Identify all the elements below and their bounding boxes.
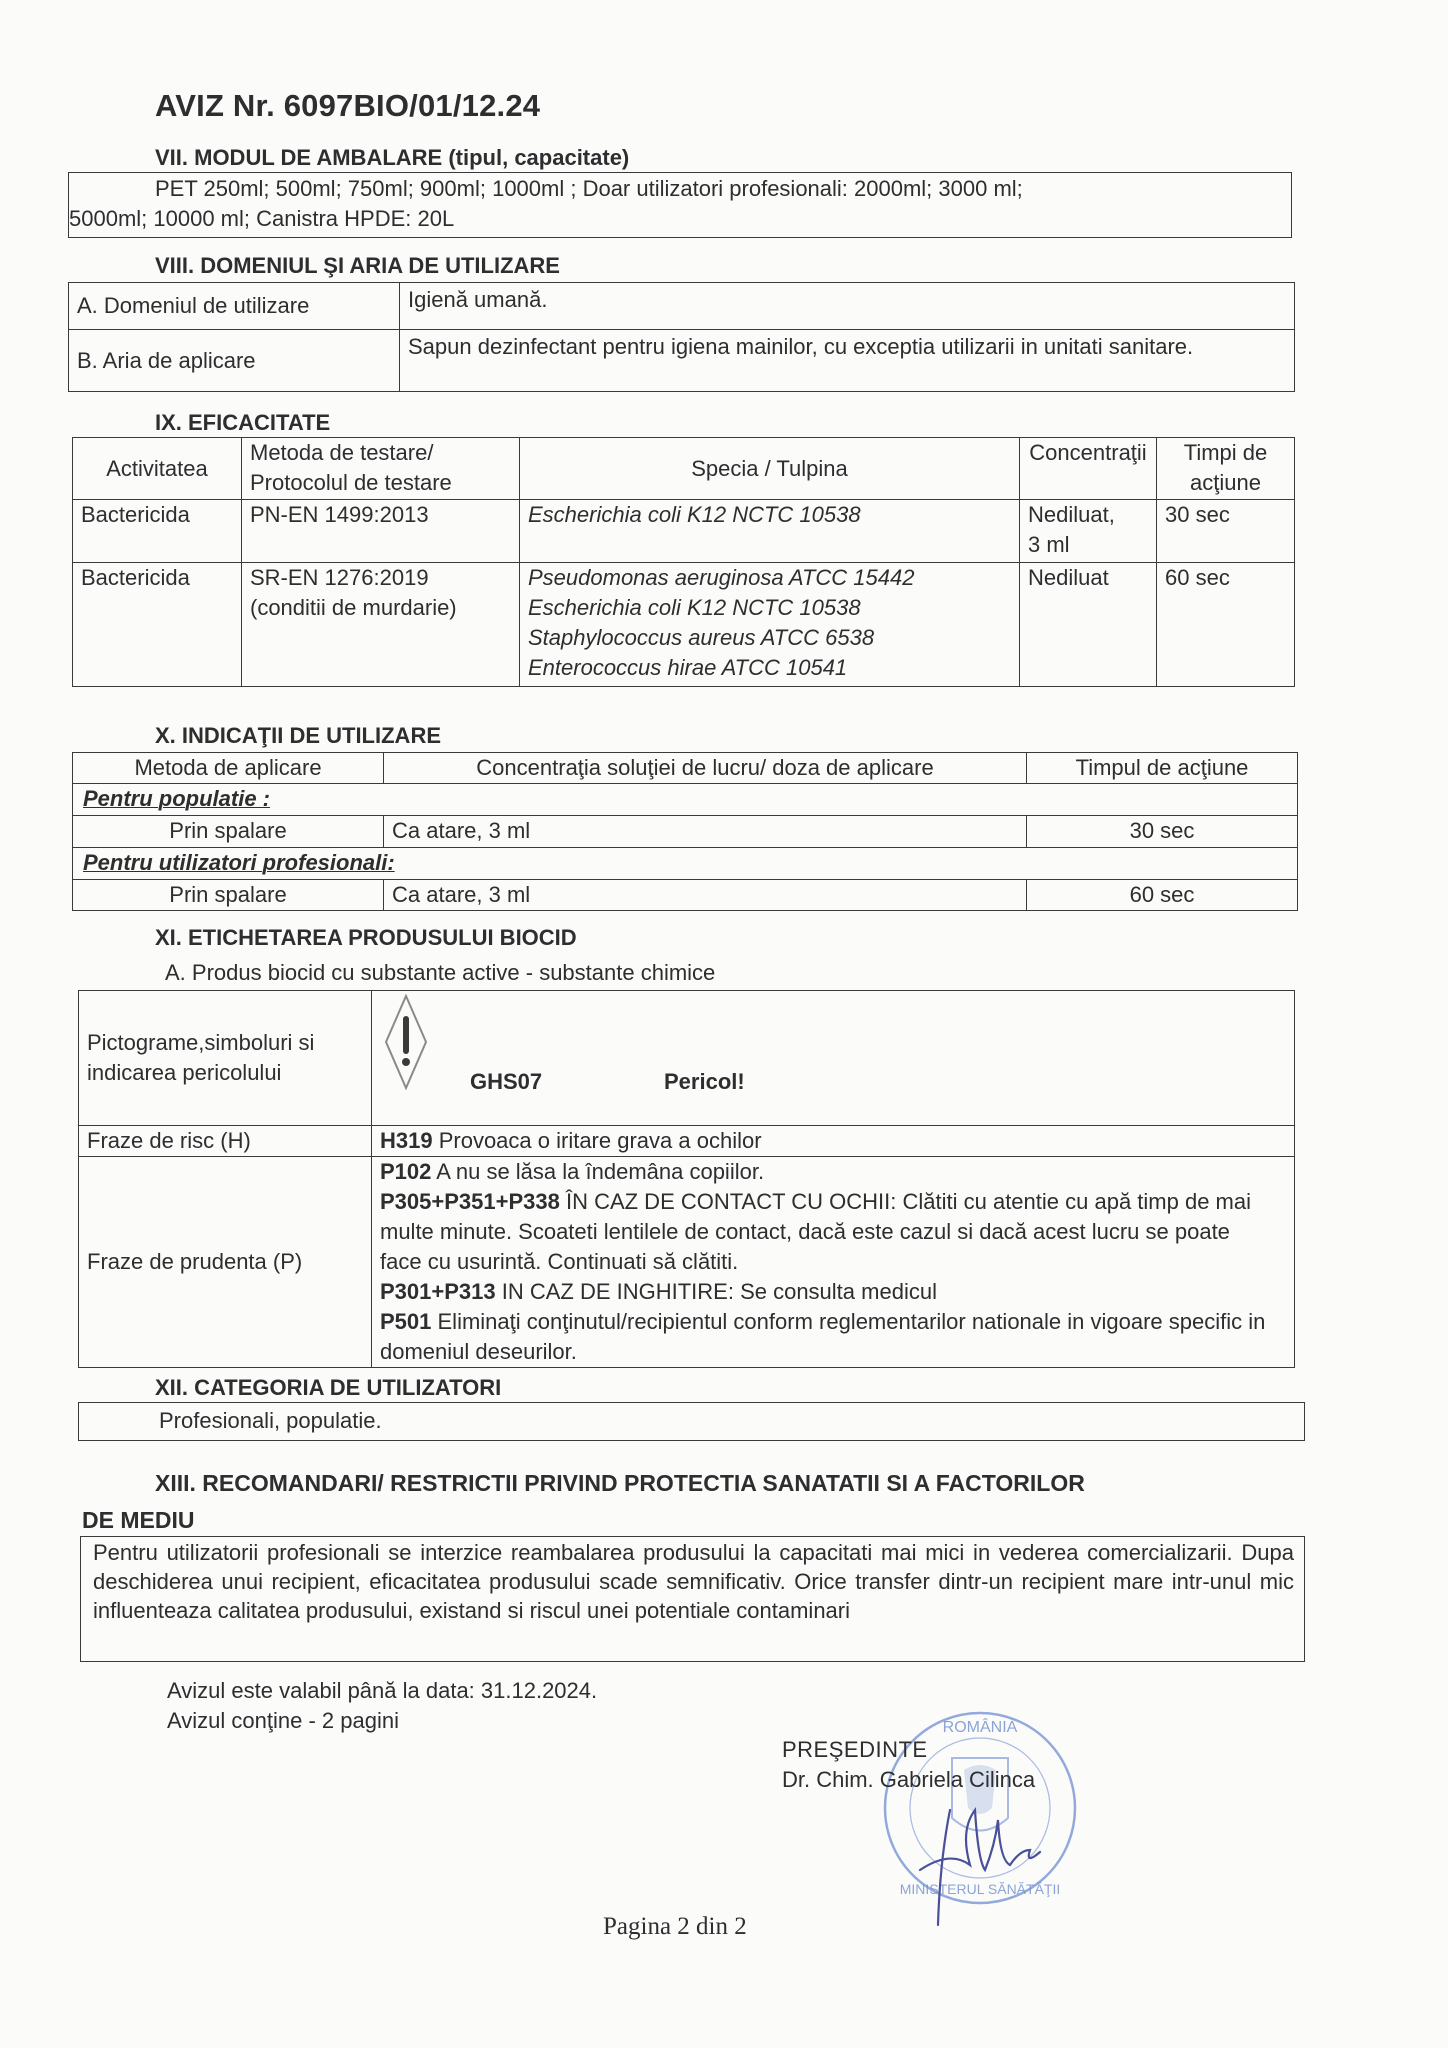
- prudence-code: P102: [380, 1159, 432, 1184]
- risk-cell: [372, 1126, 1295, 1157]
- section-xii-box: [78, 1402, 1305, 1441]
- packaging-line-1: PET 250ml; 500ml; 750ml; 900ml; 1000ml ; Doar utilizatori profesionali: 2000ml; 3000 ml;: [155, 176, 1023, 201]
- species-cell: [520, 563, 1020, 687]
- species-name: Escherichia coli K12 NCTC 10538: [528, 502, 861, 527]
- section-xiii-box: [80, 1536, 1305, 1662]
- section-vii-box: [68, 172, 1292, 238]
- usage-domain-table: [68, 282, 1295, 392]
- section-x-heading: X. INDICAŢII DE UTILIZARE: [155, 723, 441, 748]
- concentration-cell: Nediluat, 3 ml: [1020, 500, 1157, 563]
- time-cell: 60 sec: [1157, 563, 1295, 687]
- signatory-name: Dr. Chim. Gabriela Cilinca: [782, 1767, 1036, 1792]
- table-row: [73, 880, 1298, 911]
- domain-value: Igienă umană.: [400, 283, 1295, 330]
- packaging-line-2: 5000ml; 10000 ml; Canistra HPDE: 20L: [69, 206, 455, 231]
- method-cell: Prin spalare: [73, 816, 384, 848]
- ghs-code: GHS07: [470, 1069, 543, 1094]
- col-concentration-dose: Concentraţia soluţiei de lucru/ doza de aplicare: [384, 753, 1027, 784]
- species-cell: [520, 500, 1020, 563]
- col-application-method: Metoda de aplicare: [73, 753, 384, 784]
- section-viii-heading: VIII. DOMENIUL ŞI ARIA DE UTILIZARE: [155, 253, 560, 278]
- risk-code: H319: [380, 1128, 433, 1153]
- prudence-statement: [380, 1307, 1274, 1367]
- section-xiii-heading-line-1: XIII. RECOMANDARI/ RESTRICTII PRIVIND PROTECTIA SANATATII SI A FACTORILOR: [155, 1470, 1085, 1496]
- efficacy-table: [72, 437, 1295, 687]
- prudence-text: A nu se lăsa la îndemâna copiilor.: [431, 1159, 765, 1184]
- col-time: Timpi de acţiune: [1157, 438, 1295, 500]
- page-number: Pagina 2 din 2: [603, 1913, 747, 1940]
- usage-instructions-table: [72, 752, 1298, 911]
- section-vii-heading: VII. MODUL DE AMBALARE (tipul, capacitate): [155, 145, 630, 170]
- prudence-text: ÎN CAZ DE CONTACT CU OCHII: Clătiti cu atentie cu apă timp de mai multe minute. Scoateti lentilele de contact, dacă este cazul si dacă acest lucru se poate face cu usurintă. Continuati să clătiti.: [380, 1189, 1251, 1274]
- prudence-text: IN CAZ DE INGHITIRE: Se consulta medicul: [495, 1279, 937, 1304]
- concentration-cell: Nediluat: [1020, 563, 1157, 687]
- activity-cell: Bactericida: [73, 500, 242, 563]
- prudence-text: Eliminaţi conţinutul/recipientul conform reglementarilor nationale in vigoare specific in domeniul deseurilor.: [380, 1309, 1266, 1364]
- prudence-statement: [380, 1187, 1274, 1277]
- prudence-code: P301+P313: [380, 1279, 496, 1304]
- species-name: Pseudomonas aeruginosa ATCC 15442: [528, 565, 915, 590]
- table-row: [69, 330, 1295, 392]
- labeling-table: [78, 990, 1295, 1368]
- prudence-statement: [380, 1277, 1274, 1307]
- prudence-cell: [372, 1157, 1295, 1368]
- ghs07-exclamation-icon: [384, 994, 428, 1090]
- table-row: [73, 500, 1295, 563]
- domain-label: A. Domeniul de utilizare: [69, 283, 400, 330]
- col-activity: Activitatea: [73, 438, 242, 500]
- risk-label: Fraze de risc (H): [79, 1126, 372, 1157]
- signatory-title: PREŞEDINTE: [782, 1737, 928, 1762]
- section-xi-subheading: A. Produs biocid cu substante active - substante chimice: [165, 960, 716, 985]
- recommendations-text: Pentru utilizatorii profesionali se interzice reambalarea produsului la capacitati mai mici in vederea comercializarii. Dupa deschiderea unui recipient, eficacitatea produsului scade semnificativ. Orice transfer dintr-un recipient mare intr-unul mic influenteaza calitatea produsului, existand si riscul unei potentiale contaminari: [93, 1540, 1294, 1623]
- col-concentration: Concentraţii: [1020, 438, 1157, 500]
- method-cell: SR-EN 1276:2019 (conditii de murdarie): [242, 563, 520, 687]
- group-label: Pentru populatie :: [73, 784, 1298, 816]
- method-cell: Prin spalare: [73, 880, 384, 911]
- user-category-value: Profesionali, populatie.: [159, 1408, 382, 1433]
- document-title: AVIZ Nr. 6097BIO/01/12.24: [155, 88, 541, 123]
- pictogram-cell: [372, 991, 1295, 1126]
- validity-text: Avizul este valabil până la data: 31.12.2024.: [167, 1678, 598, 1703]
- application-area-value: Sapun dezinfectant pentru igiena mainilor, cu exceptia utilizarii in unitati sanitare.: [400, 330, 1295, 392]
- stamp-top-text: ROMÂNIA: [942, 1719, 1018, 1736]
- section-xi-heading: XI. ETICHETAREA PRODUSULUI BIOCID: [155, 925, 577, 950]
- activity-cell: Bactericida: [73, 563, 242, 687]
- group-row-population: [73, 784, 1298, 816]
- table-header-row: [73, 438, 1295, 500]
- section-ix-heading: IX. EFICACITATE: [155, 410, 331, 435]
- risk-row: [79, 1126, 1295, 1157]
- prudence-code: P305+P351+P338: [380, 1189, 560, 1214]
- col-species: Specia / Tulpina: [520, 438, 1020, 500]
- prudence-code: P501: [380, 1309, 432, 1334]
- time-cell: 30 sec: [1157, 500, 1295, 563]
- pictogram-label: Pictograme,simboluri si indicarea pericolului: [79, 991, 372, 1126]
- page-count-text: Avizul conţine - 2 pagini: [167, 1708, 399, 1733]
- prudence-row: [79, 1157, 1295, 1368]
- section-xii-heading: XII. CATEGORIA DE UTILIZATORI: [155, 1375, 502, 1400]
- species-name: Escherichia coli K12 NCTC 10538: [528, 595, 861, 620]
- signal-word: Pericol!: [664, 1069, 745, 1094]
- dose-cell: Ca atare, 3 ml: [384, 880, 1027, 911]
- time-cell: 60 sec: [1027, 880, 1298, 911]
- prudence-label: Fraze de prudenta (P): [79, 1157, 372, 1368]
- species-name: Enterococcus hirae ATCC 10541: [528, 655, 848, 680]
- method-cell: PN-EN 1499:2013: [242, 500, 520, 563]
- col-method: Metoda de testare/ Protocolul de testare: [242, 438, 520, 500]
- group-label: Pentru utilizatori profesionali:: [73, 848, 1298, 880]
- table-header-row: [73, 753, 1298, 784]
- stamp-bottom-text: MINISTERUL SĂNĂTĂŢII: [899, 1881, 1061, 1897]
- col-action-time: Timpul de acţiune: [1027, 753, 1298, 784]
- pictogram-row: [79, 991, 1295, 1126]
- table-row: [73, 816, 1298, 848]
- time-cell: 30 sec: [1027, 816, 1298, 848]
- section-xiii-heading-line-2: DE MEDIU: [82, 1507, 195, 1533]
- group-row-professionals: [73, 848, 1298, 880]
- risk-text: Provoaca o iritare grava a ochilor: [432, 1128, 762, 1153]
- signature-icon: [890, 1790, 1050, 1930]
- table-row: [69, 283, 1295, 330]
- application-area-label: B. Aria de aplicare: [69, 330, 400, 392]
- dose-cell: Ca atare, 3 ml: [384, 816, 1027, 848]
- table-row: [73, 563, 1295, 687]
- species-name: Staphylococcus aureus ATCC 6538: [528, 625, 875, 650]
- prudence-statement: [380, 1157, 1274, 1187]
